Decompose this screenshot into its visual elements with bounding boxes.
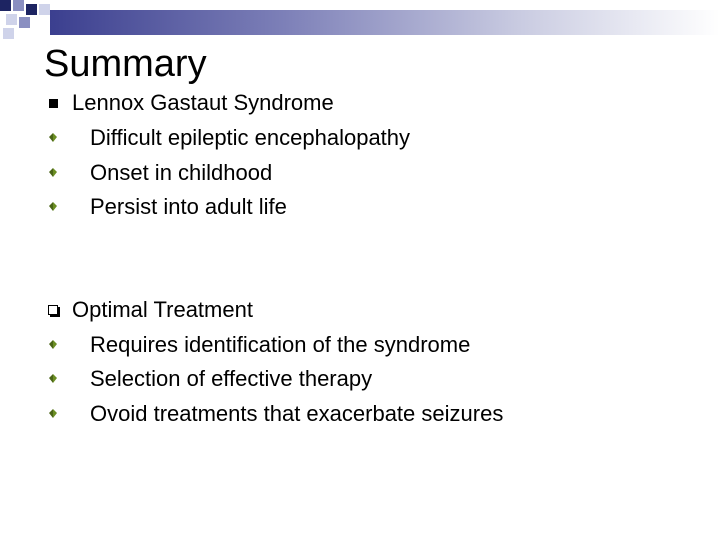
list-item [0, 332, 720, 358]
list-item [0, 125, 720, 151]
list-item [0, 160, 720, 186]
list-item-text: Lennox Gastaut Syndrome [72, 90, 334, 115]
slide-title: Summary [44, 43, 207, 85]
diamond-bullet-icon [46, 372, 60, 386]
diamond-bullet-icon [46, 166, 60, 180]
list-item-text: Difficult epileptic encephalopathy [90, 125, 411, 150]
list-item [0, 401, 720, 427]
list-item-text: Optimal Treatment [72, 297, 253, 322]
hollow-square-bullet-icon [46, 303, 60, 317]
list-item-text: Ovoid treatments that exacerbate seizures [90, 401, 504, 426]
diamond-bullet-icon [46, 338, 60, 352]
list-item-text: Selection of effective therapy [90, 366, 373, 391]
diamond-bullet-icon [46, 200, 60, 214]
diamond-bullet-icon [46, 131, 60, 145]
list-item-text: Persist into adult life [90, 194, 287, 219]
list-item [0, 297, 720, 323]
list-item-text: Requires identification of the syndrome [90, 332, 471, 357]
list-item [0, 366, 720, 392]
square-bullet-icon [46, 96, 60, 110]
list-item [0, 194, 720, 220]
list-item-text: Onset in childhood [90, 160, 273, 185]
list-item [0, 90, 720, 116]
diamond-bullet-icon [46, 407, 60, 421]
